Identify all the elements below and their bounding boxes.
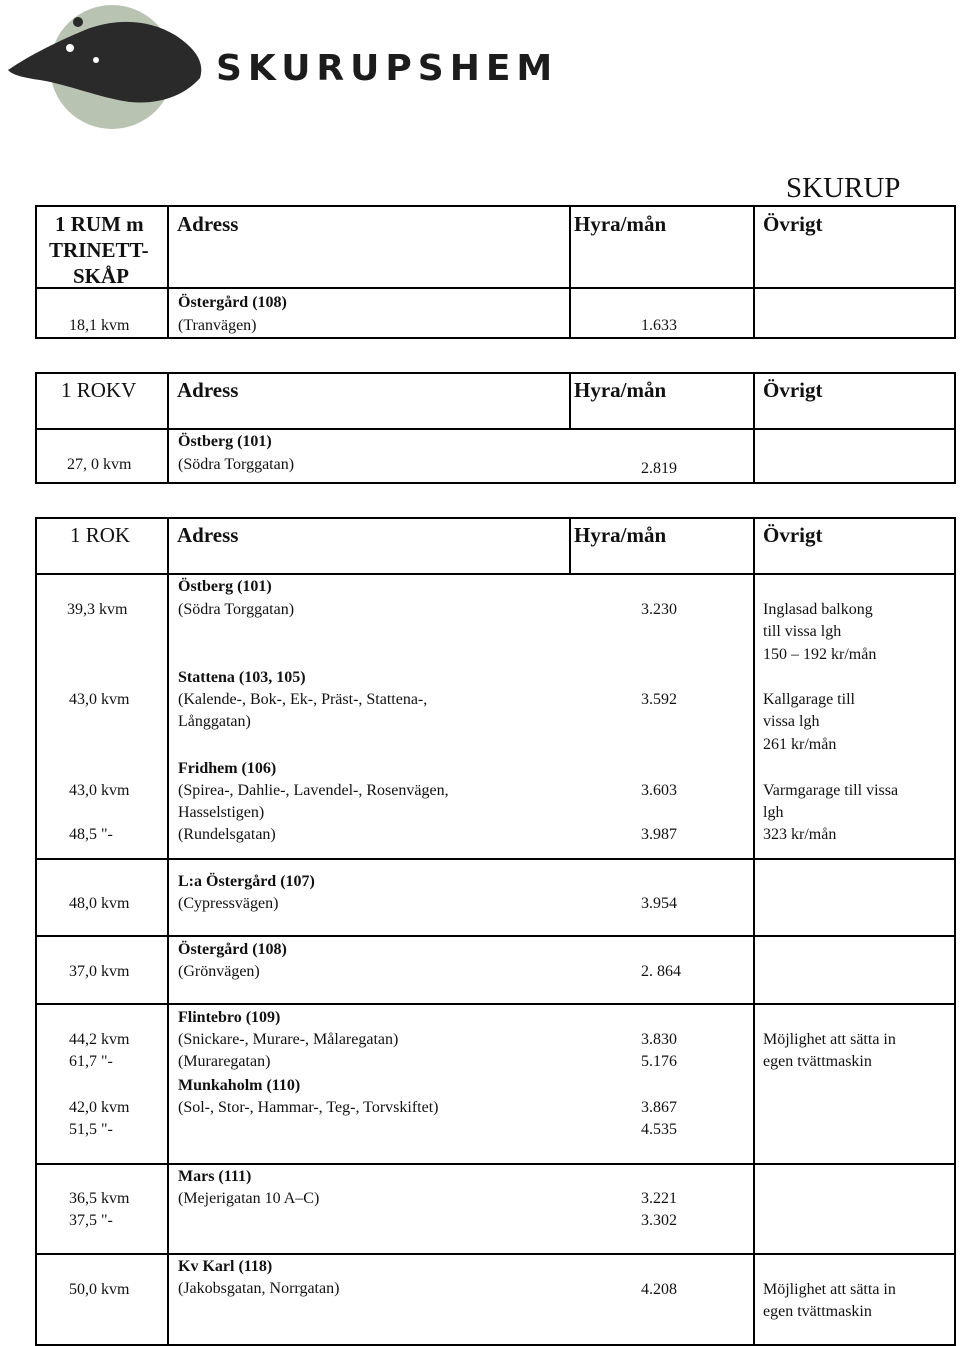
street: (Jakobsgatan, Norrgatan) (178, 1280, 340, 1297)
rent: 1.633 (641, 317, 677, 334)
size: 27, 0 kvm (67, 456, 132, 473)
street-line3: (Sol-, Stor-, Hammar-, Teg-, Torvskiftet) (178, 1099, 439, 1116)
rent-2: 3.987 (641, 826, 677, 843)
property-name: Östberg (101) (178, 433, 272, 450)
size-1: 36,5 kvm (69, 1190, 130, 1207)
street-line2: Hasselstigen) (178, 804, 265, 821)
size: 37,0 kvm (69, 963, 130, 980)
property-name: Östberg (101) (178, 578, 272, 595)
size-2: 37,5 "- (69, 1212, 113, 1229)
property-name: Stattena (103, 105) (178, 669, 306, 686)
other-line1: Varmgarage till vissa (763, 782, 899, 799)
street-line3: (Rundelsgatan) (178, 826, 276, 843)
rent-3: 3.867 (641, 1099, 677, 1116)
street-line2: Långgatan) (178, 713, 251, 730)
size-3: 42,0 kvm (69, 1099, 130, 1116)
property-name-2: Munkaholm (110) (178, 1077, 301, 1094)
street: (Södra Torggatan) (178, 456, 295, 473)
col-other: Övrigt (763, 378, 823, 402)
size: 48,0 kvm (69, 895, 130, 912)
rent: 3.592 (641, 691, 677, 708)
size: 39,3 kvm (67, 601, 128, 618)
other-line1: Möjlighet att sätta in (763, 1281, 896, 1298)
logo (0, 0, 620, 135)
logo-brand-text: SKURUPSHEM (216, 48, 559, 89)
col-rent: Hyra/mån (574, 378, 667, 402)
type-label-line3: SKÅP (73, 264, 130, 288)
street-line2: (Muraregatan) (178, 1053, 271, 1070)
rent-2: 5.176 (641, 1053, 677, 1070)
col-address: Adress (177, 212, 239, 236)
other-line2: lgh (763, 804, 784, 821)
other-line2: till vissa lgh (763, 623, 842, 640)
col-other: Övrigt (763, 523, 823, 547)
size: 43,0 kvm (69, 782, 130, 799)
property-name: Östergård (108) (178, 941, 287, 958)
city-title: SKURUP (786, 172, 901, 204)
rent-1: 3.830 (641, 1031, 677, 1048)
other-line1: Möjlighet att sätta in (763, 1031, 896, 1048)
street-line1: (Spirea-, Dahlie-, Lavendel-, Rosenvägen, (178, 782, 449, 799)
size-2: 61,7 "- (69, 1053, 113, 1070)
other-line2: vissa lgh (763, 713, 820, 730)
street: (Mejerigatan 10 A–C) (178, 1190, 320, 1207)
rent: 3.230 (641, 601, 677, 618)
type-label: 1 ROKV (61, 378, 137, 402)
size-2: 48,5 "- (69, 826, 113, 843)
rent-2: 3.302 (641, 1212, 677, 1229)
table-1-rok (35, 517, 956, 1346)
table-1-rokv (35, 372, 956, 484)
size: 43,0 kvm (69, 691, 130, 708)
type-label-line2: TRINETT- (49, 238, 149, 262)
street-line1: (Snickare-, Murare-, Målaregatan) (178, 1031, 399, 1048)
col-other: Övrigt (763, 212, 823, 236)
other-line1: Kallgarage till (763, 691, 855, 708)
size-1: 44,2 kvm (69, 1031, 130, 1048)
other-line3: 323 kr/mån (763, 826, 837, 843)
property-name-1: Flintebro (109) (178, 1009, 281, 1026)
street: (Cypressvägen) (178, 895, 279, 912)
rent-1: 3.221 (641, 1190, 677, 1207)
col-rent: Hyra/mån (574, 523, 667, 547)
rent: 3.954 (641, 895, 677, 912)
rent-4: 4.535 (641, 1121, 677, 1138)
size-4: 51,5 "- (69, 1121, 113, 1138)
size: 50,0 kvm (69, 1281, 130, 1298)
property-name: Mars (111) (178, 1168, 252, 1185)
type-label-line1: 1 RUM m (55, 212, 144, 236)
street: (Tranvägen) (178, 317, 257, 334)
other-line1: Inglasad balkong (763, 601, 873, 618)
rent: 2. 864 (641, 963, 681, 980)
property-name: Östergård (108) (178, 294, 287, 311)
col-rent: Hyra/mån (574, 212, 667, 236)
col-address: Adress (177, 523, 239, 547)
street: (Grönvägen) (178, 963, 260, 980)
street: (Södra Torggatan) (178, 601, 295, 618)
property-name: L:a Östergård (107) (178, 873, 315, 890)
size: 18,1 kvm (69, 317, 130, 334)
type-label: 1 ROK (70, 523, 131, 547)
property-name: Fridhem (106) (178, 760, 277, 777)
property-name: Kv Karl (118) (178, 1258, 273, 1275)
other-line3: 150 – 192 kr/mån (763, 646, 877, 663)
street-line1: (Kalende-, Bok-, Ek-, Präst-, Stattena-, (178, 691, 428, 708)
rent: 2.819 (641, 460, 677, 477)
other-line2: egen tvättmaskin (763, 1053, 872, 1070)
other-line3: 261 kr/mån (763, 736, 837, 753)
table-1-rum-trinettskap (35, 205, 956, 339)
col-address: Adress (177, 378, 239, 402)
other-line2: egen tvättmaskin (763, 1303, 872, 1320)
rent: 4.208 (641, 1281, 677, 1298)
rent: 3.603 (641, 782, 677, 799)
